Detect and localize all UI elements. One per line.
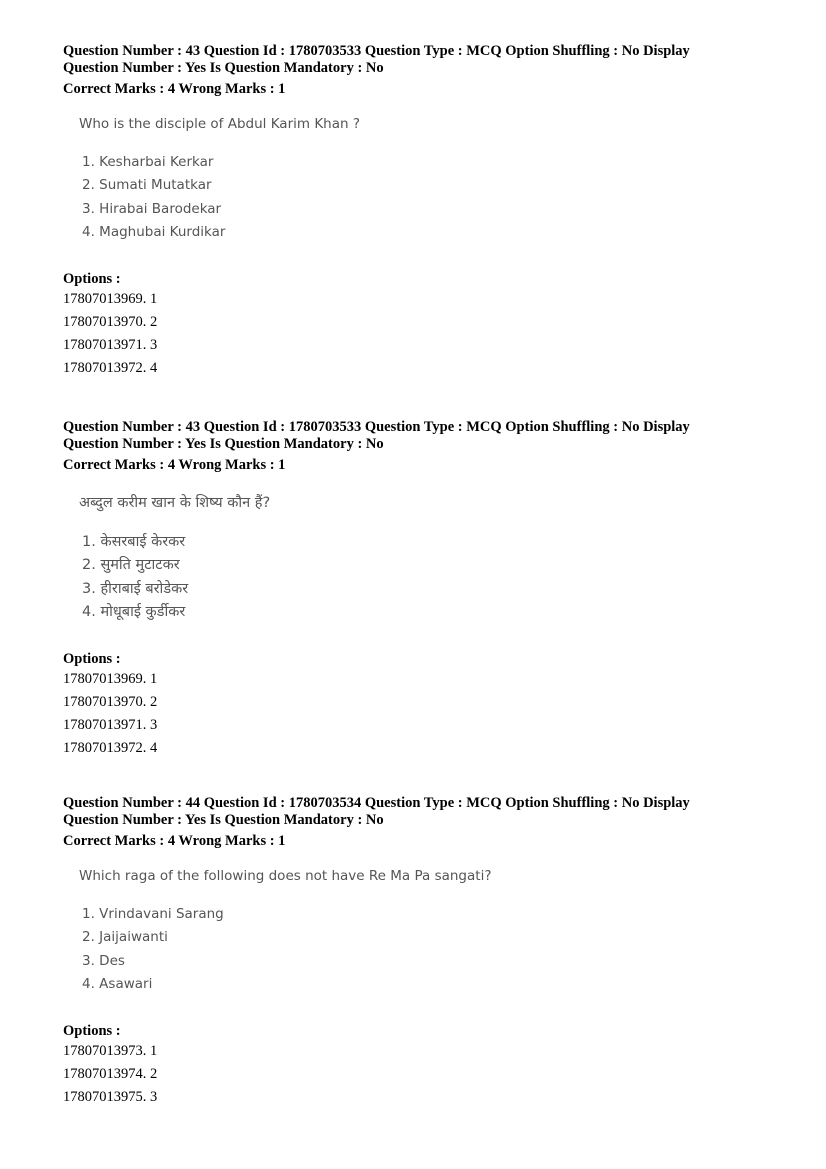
options-label: Options : [63, 271, 121, 288]
question-block [63, 419, 803, 759]
question-block [63, 795, 803, 1109]
choice-item: 4. Asawari [82, 975, 153, 992]
choice-item: 4. Maghubai Kurdikar [82, 223, 226, 240]
option-row: 17807013971. 3 [63, 716, 158, 733]
question-text: अब्दुल करीम खान के शिष्य कौन हैं? [79, 495, 271, 511]
marks-line: Correct Marks : 4 Wrong Marks : 1 [63, 81, 286, 97]
choice-item: 1. Kesharbai Kerkar [82, 154, 214, 170]
question-image [79, 492, 803, 624]
options-label: Options : [63, 651, 121, 668]
choice-item: 3. हीराबाई बरोडेकर [82, 580, 189, 597]
option-row: 17807013970. 2 [63, 693, 158, 710]
question-header-line1: Question Number : 44 Question Id : 1780703534 Question Type : MCQ Option Shuffling : No Display [63, 795, 690, 811]
question-image [79, 116, 803, 244]
choice-item: 1. Vrindavani Sarang [82, 906, 224, 922]
question-header [63, 419, 803, 453]
choice-item: 3. Hirabai Barodekar [82, 200, 222, 217]
option-row: 17807013975. 3 [63, 1088, 158, 1105]
question-header-line2: Question Number : Yes Is Question Mandatory : No [63, 436, 384, 452]
option-row: 17807013973. 1 [63, 1043, 158, 1060]
question-header-line1: Question Number : 43 Question Id : 1780703533 Question Type : MCQ Option Shuffling : No Display [63, 419, 690, 435]
option-row: 17807013972. 4 [63, 739, 158, 756]
question-header-line2: Question Number : Yes Is Question Mandatory : No [63, 60, 384, 76]
option-row: 17807013971. 3 [63, 336, 158, 353]
choice-item: 4. मोधूबाई कुर्डीकर [82, 603, 186, 620]
option-row: 17807013974. 2 [63, 1065, 158, 1082]
question-text: Who is the disciple of Abdul Karim Khan ? [79, 116, 361, 132]
question-text: Which raga of the following does not have Re Ma Pa sangati? [79, 868, 492, 884]
options-label: Options : [63, 1023, 121, 1040]
choice-item: 3. Des [82, 952, 125, 969]
choice-item: 2. Sumati Mutatkar [82, 177, 212, 194]
choice-item: 1. केसरबाई केरकर [82, 534, 186, 550]
question-header-line1: Question Number : 43 Question Id : 1780703533 Question Type : MCQ Option Shuffling : No Display [63, 43, 690, 59]
marks-line: Correct Marks : 4 Wrong Marks : 1 [63, 833, 286, 849]
question-header-line2: Question Number : Yes Is Question Mandatory : No [63, 812, 384, 828]
option-row: 17807013970. 2 [63, 313, 158, 330]
question-header [63, 43, 803, 77]
option-row: 17807013969. 1 [63, 291, 158, 308]
question-header [63, 795, 803, 829]
choice-item: 2. Jaijaiwanti [82, 929, 168, 946]
option-row: 17807013969. 1 [63, 671, 158, 688]
question-image [79, 868, 803, 996]
option-row: 17807013972. 4 [63, 359, 158, 376]
choice-item: 2. सुमति मुटाटकर [82, 557, 180, 574]
question-block [63, 43, 803, 379]
marks-line: Correct Marks : 4 Wrong Marks : 1 [63, 457, 286, 473]
